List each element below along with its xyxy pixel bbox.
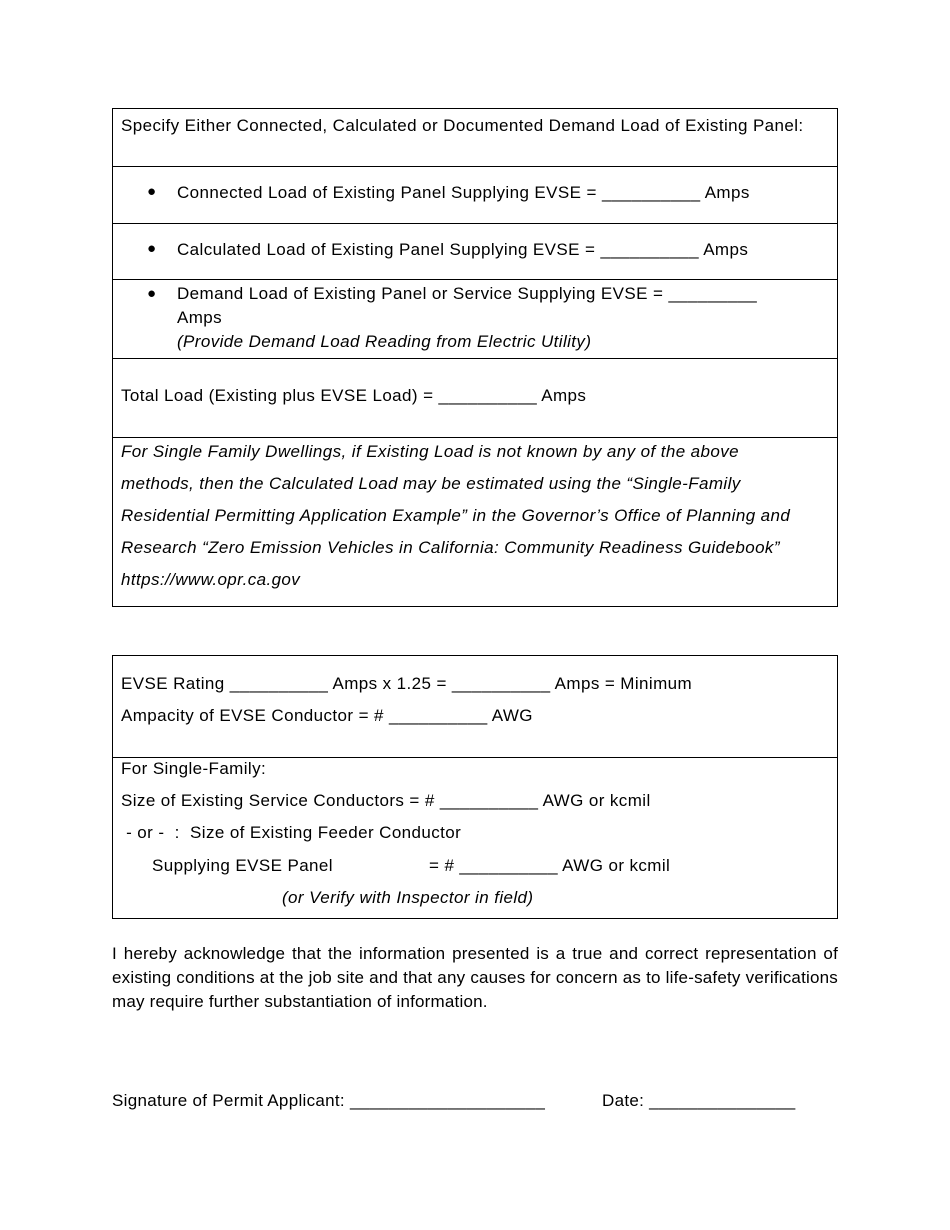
bullet-icon: ● xyxy=(147,183,157,200)
evse-rating-row xyxy=(113,656,837,757)
verify-note: (or Verify with Inspector in field) xyxy=(282,888,534,907)
demand-load-note: (Provide Demand Load Reading from Electric Utility) xyxy=(177,332,592,351)
signature-field[interactable]: Signature of Permit Applicant: ____________________ xyxy=(112,1091,546,1110)
single-family-row xyxy=(113,757,837,918)
existing-load-header-row xyxy=(113,109,837,166)
conductor-table xyxy=(112,655,838,919)
existing-load-header: Specify Either Connected, Calculated or Documented Demand Load of Existing Panel: xyxy=(121,116,804,135)
bullet-icon: ● xyxy=(147,285,157,302)
note-line-4: Research “Zero Emission Vehicles in California: Community Readiness Guidebook” xyxy=(121,538,780,557)
ampacity-field[interactable]: Ampacity of EVSE Conductor = # __________ AWG xyxy=(121,706,533,725)
note-line-5: https://www.opr.ca.gov xyxy=(121,570,301,589)
existing-load-table xyxy=(112,108,838,607)
single-family-title: For Single-Family: xyxy=(121,759,267,778)
date-field[interactable]: Date: _______________ xyxy=(602,1091,796,1110)
calculated-load-row xyxy=(113,223,837,279)
supplying-panel-label: Supplying EVSE Panel xyxy=(152,856,333,875)
note-line-2: methods, then the Calculated Load may be estimated using the “Single-Family xyxy=(121,474,741,493)
total-load-row xyxy=(113,358,837,437)
note-line-1: For Single Family Dwellings, if Existing Load is not known by any of the above xyxy=(121,442,739,461)
note-line-3: Residential Permitting Application Example” in the Governor’s Office of Planning and xyxy=(121,506,791,525)
supplying-panel-field[interactable]: = # __________ AWG or kcmil xyxy=(429,856,671,875)
service-conductor-field[interactable]: Size of Existing Service Conductors = # __________ AWG or kcmil xyxy=(121,791,651,810)
single-family-note-row xyxy=(113,437,837,606)
demand-load-field[interactable]: Demand Load of Existing Panel or Service Supplying EVSE = _________ xyxy=(177,284,758,303)
demand-load-unit: Amps xyxy=(177,308,223,327)
connected-load-field[interactable]: Connected Load of Existing Panel Supplying EVSE = __________ Amps xyxy=(177,183,750,202)
demand-load-row xyxy=(113,279,837,358)
feeder-conductor-label: - or - : Size of Existing Feeder Conductor xyxy=(121,823,462,842)
total-load-field[interactable]: Total Load (Existing plus EVSE Load) = __________ Amps xyxy=(121,386,587,405)
evse-rating-field[interactable]: EVSE Rating __________ Amps x 1.25 = __________ Amps = Minimum xyxy=(121,674,693,693)
connected-load-row xyxy=(113,166,837,223)
acknowledgement-text: I hereby acknowledge that the information presented is a true and correct representation of existing conditions at the job site and that any causes for concern as to life-safety verifications may require further substantiation of information. xyxy=(112,944,838,1011)
bullet-icon: ● xyxy=(147,240,157,257)
calculated-load-field[interactable]: Calculated Load of Existing Panel Supplying EVSE = __________ Amps xyxy=(177,240,749,259)
